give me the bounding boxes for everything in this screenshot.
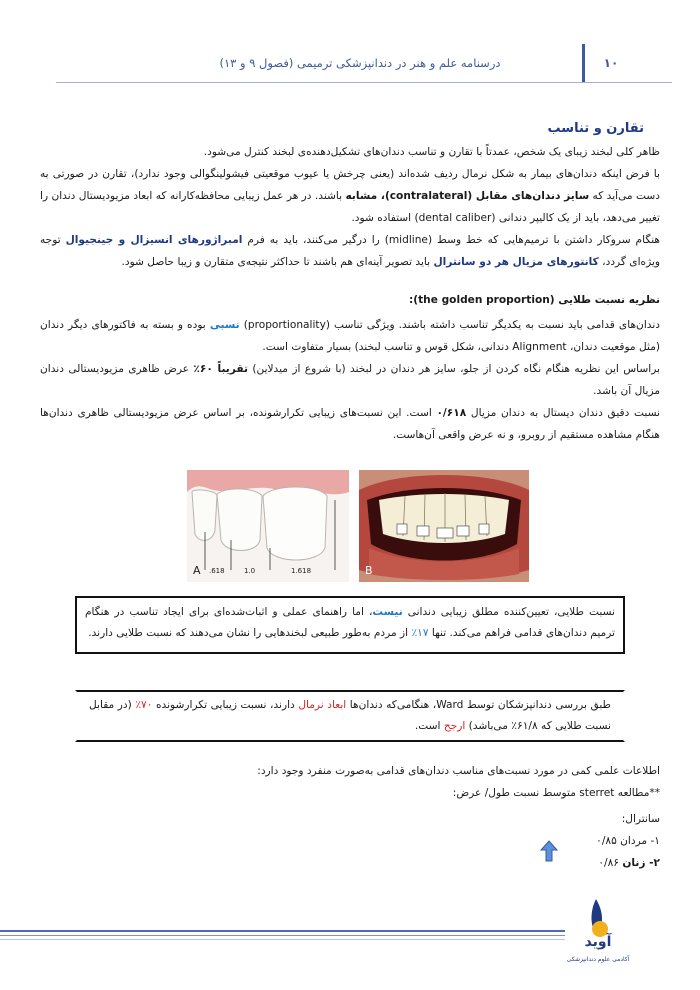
note-box-golden-ratio bbox=[75, 596, 625, 654]
ratio-label: .618 bbox=[209, 567, 225, 575]
para-sixty-percent: براساس این نظریه هنگام نگاه کردن از جلو، سایز هر دندان در لبخند (با شروع از میدلاین) تقریباً ۶۰٪ عرض ظاهری مزیودیستالی دندان مزیال آن باشد. bbox=[40, 363, 660, 397]
note-text: طبق بررسی دندانپزشکان توسط Ward، هنگامی‌که دندان‌ها ابعاد نرمال دارند، نسبت زیبایی تکرارشونده ۷۰٪ (در مقابل نسبت طلایی که ۶۱/۸٪ می‌باشد) ارجح است. bbox=[89, 699, 611, 732]
header-divider bbox=[582, 44, 585, 82]
figure-a-teeth-diagram bbox=[187, 470, 349, 582]
logo-text: آوید bbox=[584, 934, 612, 950]
para-midline: هنگام سروکار داشتن با ترمیم‌هایی که خط وسط (midline) را درگیر می‌کنند، باید به فرم امبراژورهای انسیزال و جینجیوال توجه ویژه‌ای گردد، کانتورهای مزیال هر دو سانترال باید تصویر آینه‌ای هم باشند تا حداکثر نتیجه‌ی متقارن و زیبا حاصل شود. bbox=[40, 234, 660, 268]
ratio-label: 1.0 bbox=[244, 567, 256, 575]
para-contralateral: با فرض اینکه دندان‌های بیمار به شکل نرمال ردیف شده‌اند (یعنی چرخش یا عیوب موقعیتی فیشولینگوالی وجود ندارد)، تقارن در صورتی به دست می‌آید که سایز دندان‌های مقابل (contralateral)، مشابه باشند. در هر عمل زیبایی محافظه‌کارانه که ابعاد مزیودیستال دندان را تغییر می‌دهد، باید از یک کالیپر دندانی (dental caliber) استفاده شود. bbox=[40, 168, 660, 224]
avid-logo-icon bbox=[570, 895, 620, 965]
footer-rule bbox=[0, 930, 565, 932]
symmetry-paragraph bbox=[40, 141, 660, 273]
stats-intro: اطلاعات علمی کمی در مورد نسبت‌های مناسب دندان‌های قدامی به‌صورت منفرد وجود دارد: bbox=[257, 765, 660, 777]
section-heading-golden-proportion: نظریه نسبت طلایی (the golden proportion): bbox=[409, 294, 660, 306]
golden-proportion-paragraph bbox=[40, 314, 660, 446]
para-proportionality: دندان‌های قدامی باید نسبت به یکدیگر تناسب داشته باشند. ویژگی تناسب (proportionality) نسبی بوده و بسته به فاکتورهای دیگر دندان (مثل موقعیت دندان، Alignment دندانی، شکل قوس و تناسب لبخند) بسیار متفاوت است. bbox=[40, 319, 660, 353]
para-ratio: نسبت دقیق دندان دیستال به دندان مزیال ۰/۶۱۸ است. این نسبت‌های زیبایی تکرارشونده، بر اساس عرض مزیودیستالی ظاهری دندان‌ها هنگام مشاهده مستقیم از روبرو، و نه عرض واقعی آن‌هاست. bbox=[40, 407, 660, 441]
section-heading-symmetry: تقارن و تناسب bbox=[547, 121, 644, 136]
header-rule bbox=[56, 82, 672, 83]
logo-subtitle: آکادمی علوم دندانپزشکی bbox=[566, 956, 630, 963]
ratio-label: 1.618 bbox=[291, 567, 312, 575]
note-box-ward-study bbox=[75, 690, 625, 742]
figure-label-a: A bbox=[193, 564, 201, 577]
page-number: ۱۰ bbox=[603, 56, 619, 70]
stats-men: ۱- مردان ۰/۸۵ bbox=[596, 835, 660, 847]
note-text: نسبت طلایی، تعیین‌کننده مطلق زیبایی دندانی نیست، اما راهنمای عملی و اثبات‌شده‌ای برای ایجاد تناسب در هنگام ترمیم دندان‌های قدامی فراهم می‌کند. تنها ۱۷٪ از مردم به‌طور طبیعی لبخندهایی را نشان می‌دهند که نسبت طلایی دارند. bbox=[85, 606, 615, 639]
ratio-stats bbox=[40, 760, 660, 874]
figure-b-smile-photo bbox=[359, 470, 529, 582]
stats-women: ۲- زنان ۰/۸۶ bbox=[598, 857, 660, 869]
up-arrow-icon bbox=[540, 840, 558, 862]
footer-rule bbox=[0, 935, 565, 936]
header-title: درسنامه علم و هنر در دندانپزشکی ترمیمی (فصول ۹ و ۱۳) bbox=[219, 56, 501, 70]
stats-central: سانترال: bbox=[621, 813, 660, 825]
footer-rule bbox=[0, 939, 565, 940]
figure-label-b: B bbox=[365, 564, 373, 577]
stats-study: **مطالعه sterret متوسط نسبت طول/ عرض: bbox=[452, 787, 660, 799]
para-line: ظاهر کلی لبخند زیبای یک شخص، عمدتاً با تقارن و تناسب دندان‌های تشکیل‌دهنده‌ی لبخند کنترل می‌شود. bbox=[203, 146, 660, 158]
